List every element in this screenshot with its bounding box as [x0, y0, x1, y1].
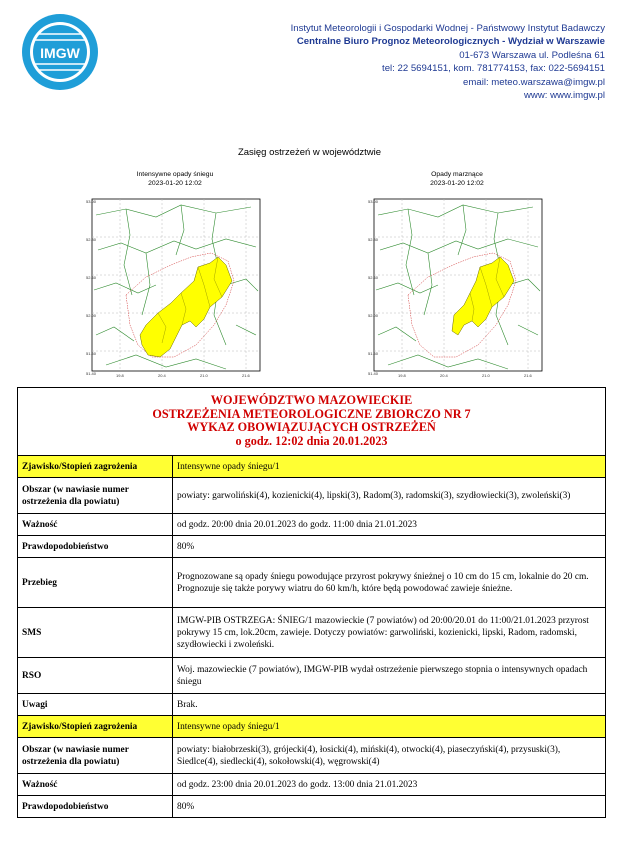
warning-row: [18, 558, 606, 608]
svg-text:51.40: 51.40: [86, 371, 97, 376]
row-value: powiaty: białobrzeski(3), grójecki(4), łosicki(4), miński(4), otwocki(4), piaseczyński(4), przysuski(3), Siedlce(4), siedlecki(4), sokołowski(4), węgrowski(4): [173, 738, 606, 774]
logo-lettering: IMGW: [40, 45, 80, 61]
warning-row: [18, 608, 606, 658]
warning-row: [18, 456, 606, 478]
svg-text:21.0: 21.0: [200, 373, 208, 378]
map-2-title: Opady marznące: [431, 171, 483, 178]
row-value: od godz. 23:00 dnia 20.01.2023 do godz. 13:00 dnia 21.01.2023: [173, 774, 606, 796]
email-line: email: meteo.warszawa@imgw.pl: [463, 76, 605, 88]
section-title: Zasięg ostrzeżeń w województwie: [237, 147, 382, 158]
svg-text:20.4: 20.4: [440, 373, 448, 378]
row-value: IMGW-PIB OSTRZEGA: ŚNIEG/1 mazowieckie (7 powiatów) od 20:00/20.01 do 11:00/21.01.2023 przyrost pokrywy 15 cm, lok.20cm, zawieje. Dotyczy powiatów: garwoliński, kozienicki, lipski, Radom, radomski, szydłowiecki i zwoleński.: [173, 608, 606, 658]
warning-row: [18, 478, 606, 514]
title-collective: OSTRZEŻENIA METEOROLOGICZNE ZBIORCZO NR 7: [152, 406, 471, 421]
svg-text:52.80: 52.80: [368, 237, 379, 242]
imgw-logo: [20, 12, 100, 92]
row-value: Woj. mazowieckie (7 powiatów), IMGW-PIB wydał ostrzeżenie pierwszego stopnia o intensywnych opadach śniegu: [173, 658, 606, 694]
svg-text:52.80: 52.80: [86, 237, 97, 242]
svg-text:51.60: 51.60: [368, 351, 379, 356]
svg-text:53.00: 53.00: [86, 199, 97, 204]
row-value: 80%: [173, 536, 606, 558]
warning-row: [18, 796, 606, 818]
row-label: Ważność: [18, 514, 173, 536]
title-list: WYKAZ OBOWIĄZUJĄCYCH OSTRZEŻEŃ: [187, 420, 436, 435]
row-value: od godz. 20:00 dnia 20.01.2023 do godz. 11:00 dnia 21.01.2023: [173, 514, 606, 536]
warning-row: [18, 694, 606, 716]
title-issued-at: o godz. 12:02 dnia 20.01.2023: [235, 433, 388, 448]
map-2-freezing-rain: [368, 195, 548, 380]
map-1-caption: [85, 171, 265, 188]
warning-row: [18, 774, 606, 796]
title-voivodeship: WOJEWÓDZTWO MAZOWIECKIE: [210, 393, 413, 407]
map-1-date: 2023-01-20 12:02: [148, 179, 202, 187]
institute-name: Instytut Meteorologii i Gospodarki Wodnej - Państwowy Instytut Badawczy: [290, 23, 605, 34]
svg-text:21.6: 21.6: [242, 373, 250, 378]
institute-header: [291, 22, 605, 102]
warning-row: [18, 738, 606, 774]
svg-text:19.8: 19.8: [398, 373, 406, 378]
svg-text:53.00: 53.00: [368, 199, 379, 204]
row-value: Intensywne opady śniegu/1: [173, 716, 606, 738]
row-value: Prognozowane są opady śniegu powodujące przyrost pokrywy śnieżnej o 10 cm do 15 cm, lokalnie do 20 cm. Prognozuje się także porywy wiatru do 60 km/h, które będą powodować zawieje śnieżne.: [173, 558, 606, 608]
warning-row: [18, 514, 606, 536]
row-label: Obszar (w nawiasie numer ostrzeżenia dla powiatu): [18, 478, 173, 514]
warning-row: [18, 716, 606, 738]
row-label: Prawdopodobieństwo: [18, 796, 173, 818]
warnings-title-row: [18, 388, 606, 456]
row-label: Prawdopodobieństwo: [18, 536, 173, 558]
svg-text:20.4: 20.4: [158, 373, 166, 378]
row-label: Zjawisko/Stopień zagrożenia: [18, 456, 173, 478]
svg-text:51.60: 51.60: [86, 351, 97, 356]
row-label: Zjawisko/Stopień zagrożenia: [18, 716, 173, 738]
row-value: 80%: [173, 796, 606, 818]
bureau-name: Centralne Biuro Prognoz Meteorologicznych - Wydział w Warszawie: [296, 36, 605, 48]
row-label: RSO: [18, 658, 173, 694]
warning-row: [18, 536, 606, 558]
warnings-table: [17, 387, 606, 818]
row-label: Uwagi: [18, 694, 173, 716]
row-label: Obszar (w nawiasie numer ostrzeżenia dla powiatu): [18, 738, 173, 774]
svg-text:52.40: 52.40: [86, 275, 97, 280]
svg-text:52.00: 52.00: [86, 313, 97, 318]
row-label: SMS: [18, 608, 173, 658]
svg-text:21.6: 21.6: [524, 373, 532, 378]
map-1-snow: [86, 195, 266, 380]
map-1-title: Intensywne opady śniegu: [136, 171, 214, 178]
row-label: Ważność: [18, 774, 173, 796]
www-line: www: www.imgw.pl: [523, 90, 605, 102]
address: 01-673 Warszawa ul. Podleśna 61: [459, 49, 605, 61]
svg-text:21.0: 21.0: [482, 373, 490, 378]
warning-row: [18, 658, 606, 694]
svg-text:52.40: 52.40: [368, 275, 379, 280]
phone-line: tel: 22 5694151, kom. 781774153, fax: 022-5694151: [382, 63, 605, 75]
svg-text:19.8: 19.8: [116, 373, 124, 378]
row-value: Brak.: [173, 694, 606, 716]
row-label: Przebieg: [18, 558, 173, 608]
row-value: powiaty: garwoliński(4), kozienicki(4), lipski(3), Radom(3), radomski(3), szydłowiecki(3), zwoleński(3): [173, 478, 606, 514]
svg-text:52.00: 52.00: [368, 313, 379, 318]
map-2-caption: [367, 171, 547, 188]
svg-text:51.40: 51.40: [368, 371, 379, 376]
warnings-title: [18, 388, 606, 456]
map-2-date: 2023-01-20 12:02: [430, 179, 484, 187]
row-value: Intensywne opady śniegu/1: [173, 456, 606, 478]
